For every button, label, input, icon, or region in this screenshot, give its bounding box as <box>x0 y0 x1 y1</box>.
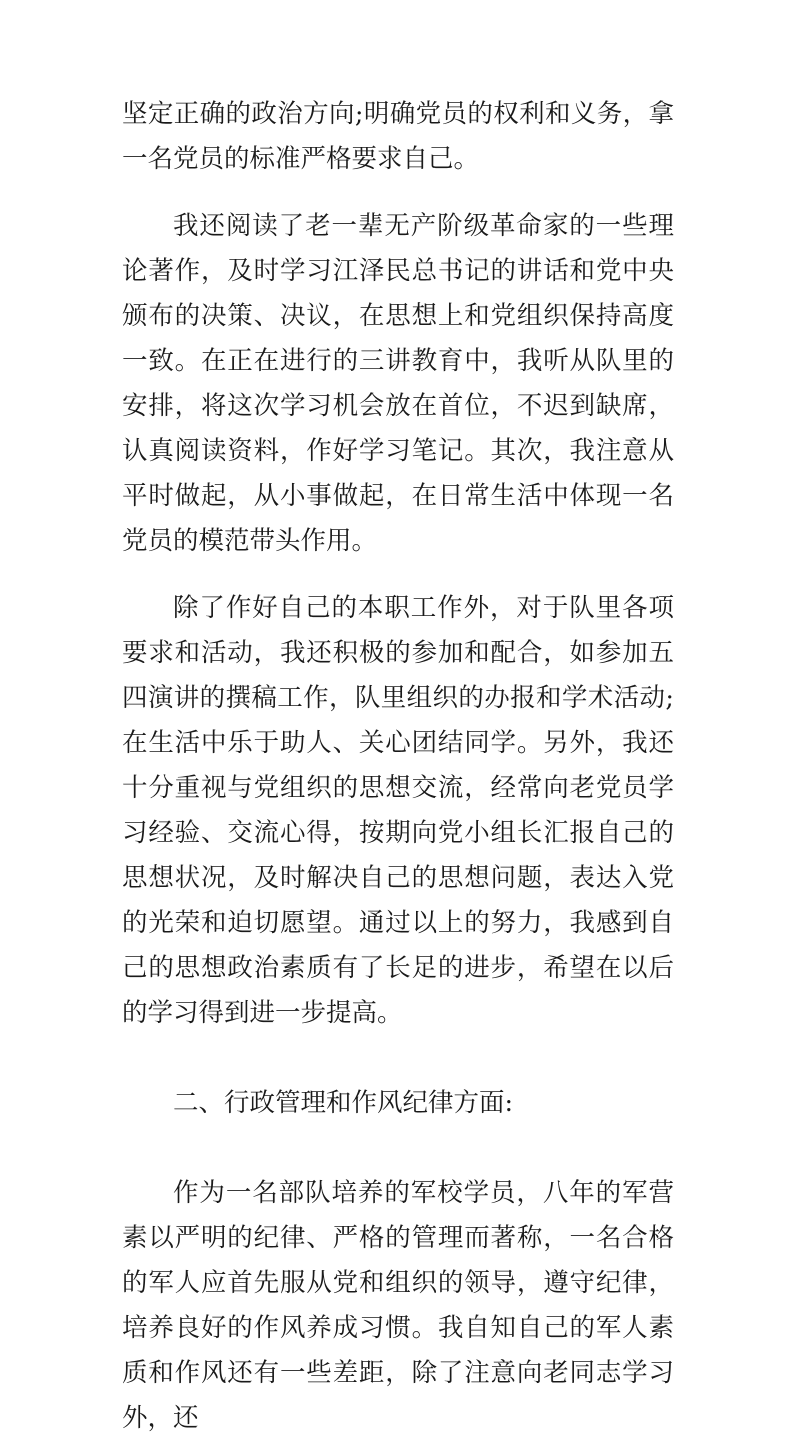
paragraph-continuation: 坚定正确的政治方向;明确党员的权利和义务，拿一名党员的标准严格要求自己。 <box>122 99 674 174</box>
page-text-body <box>122 92 674 1441</box>
paragraph-work: 除了作好自己的本职工作外，对于队里各项要求和活动，我还积极的参加和配合，如参加五四演讲的撰稿工作，队里组织的办报和学术活动;在生活中乐于助人、关心团结同学。另外，我还十分重视与党组织的思想交流，经常向老党员学习经验、交流心得，按期向党小组长汇报自己的思想状况，及时解决自己的思想问题，表达入党的光荣和迫切愿望。通过以上的努力，我感到自己的思想政治素质有了长足的进步，希望在以后的学习得到进一步提高。 <box>122 593 674 1028</box>
heading-gap <box>122 1126 674 1171</box>
section-gap <box>122 1036 674 1081</box>
paragraph-study: 我还阅读了老一辈无产阶级革命家的一些理论著作，及时学习江泽民总书记的讲话和党中央颁布的决策、决议，在思想上和党组织保持高度一致。在正在进行的三讲教育中，我听从队里的安排，将这次学习机会放在首位，不迟到缺席，认真阅读资料，作好学习笔记。其次，我注意从平时做起，从小事做起，在日常生活中体现一名党员的模范带头作用。 <box>122 211 674 556</box>
heading-section-two: 二、行政管理和作风纪律方面: <box>173 1088 514 1118</box>
paragraph-gap <box>122 182 674 204</box>
paragraph-gap <box>122 564 674 586</box>
paragraph-discipline: 作为一名部队培养的军校学员，八年的军营素以严明的纪律、严格的管理而著称，一名合格的军人应首先服从党和组织的领导，遵守纪律，培养良好的作风养成习惯。我自知自己的军人素质和作风还有一些差距，除了注意向老同志学习外，还 <box>122 1178 674 1433</box>
